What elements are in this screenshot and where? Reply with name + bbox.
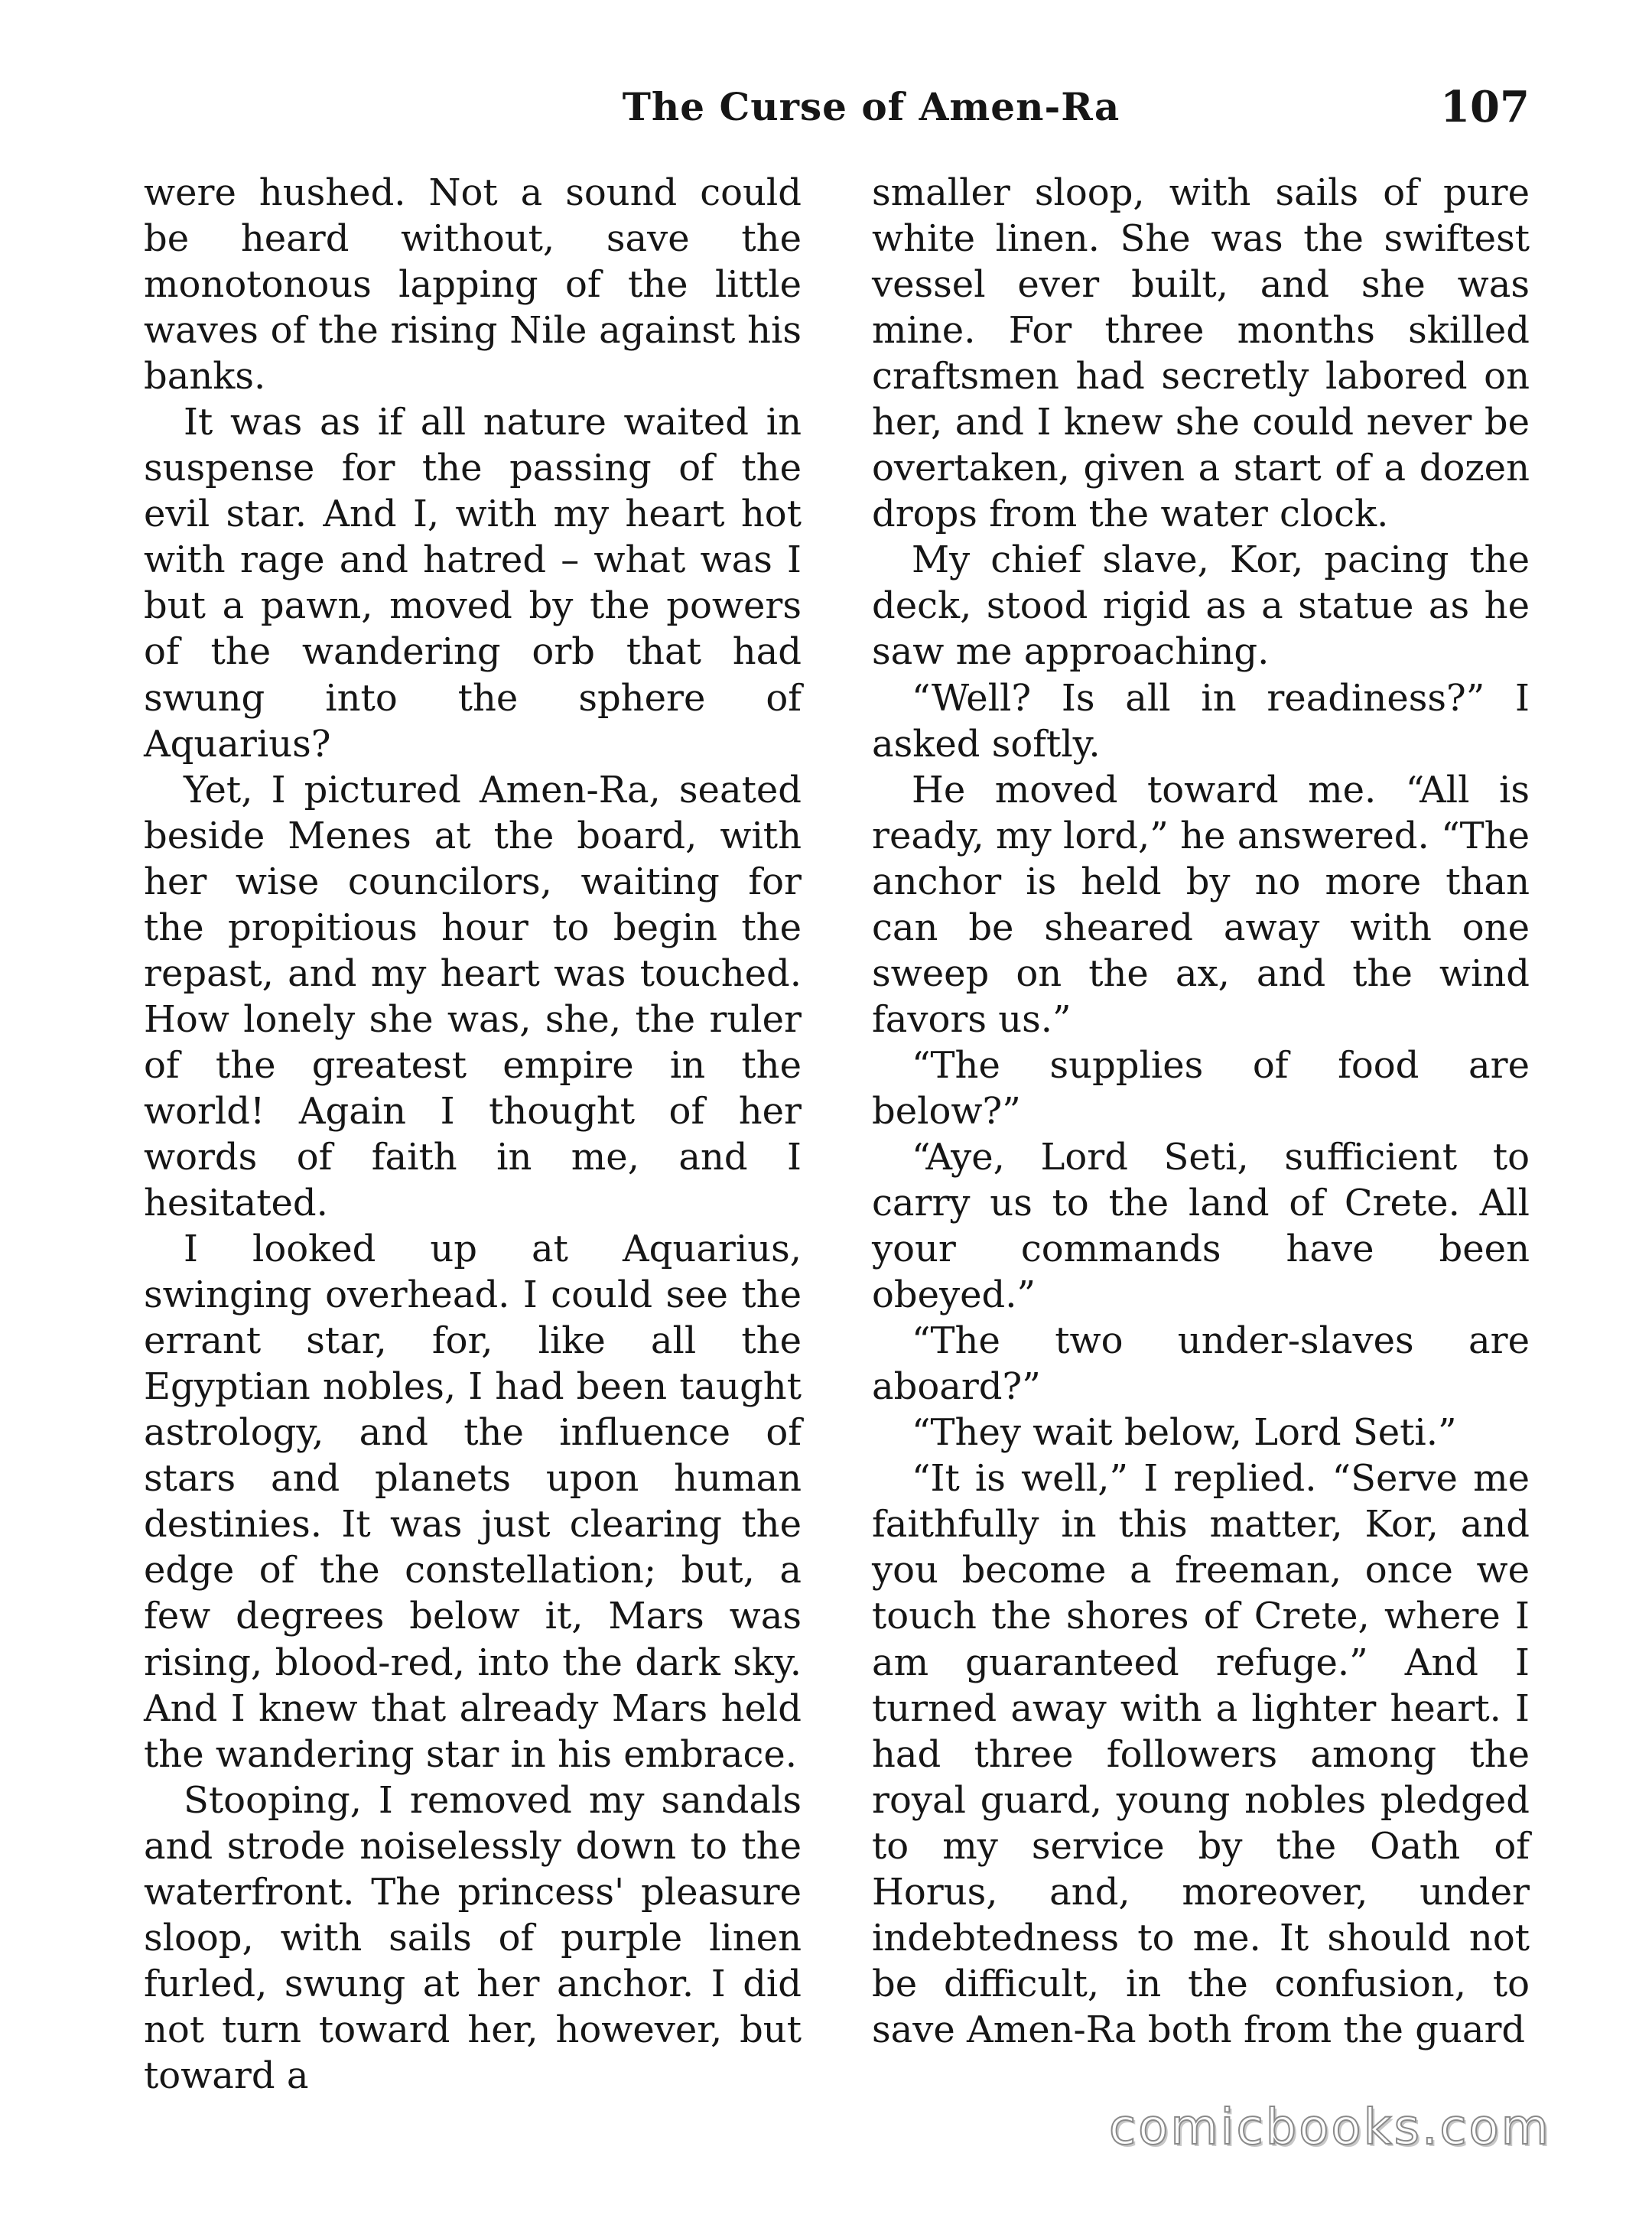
- paragraph: smaller sloop, with sails of pure white linen. She was the swiftest vessel ever built, and she was mine. For three months skilled craftsmen had secretly labored on her, and I knew she could never be overtaken, given a start of a dozen drops from the water clock.: [872, 171, 1530, 536]
- paragraph: I looked up at Aquarius, swinging overhead. I could see the errant star, for, like all the Egyptian nobles, I had been taught astrology, and the influence of stars and planets upon human destinies. It was just clearing the edge of the constellation; but, a few degrees below it, Mars was rising, blood-red, into the dark sky. And I knew that already Mars held the wandering star in his embrace.: [144, 1228, 802, 1776]
- paragraph: Stooping, I removed my sandals and strode noiselessly down to the waterfront. The princess' pleasure sloop, with sails of purple linen furled, swung at her anchor. I did not turn toward her, however, but toward a: [144, 1778, 802, 2097]
- paragraph: My chief slave, Kor, pacing the deck, stood rigid as a statue as he saw me approaching.: [872, 538, 1530, 674]
- left-column: [144, 170, 802, 2099]
- paragraph: “They wait below, Lord Seti.”: [912, 1411, 1457, 1455]
- watermark-logo: comicbooks.com: [1108, 2099, 1551, 2156]
- paragraph: He moved toward me. “All is ready, my lord,” he answered. “The anchor is held by no more than can be sheared away with one sweep on the ax, and the wind favors us.”: [872, 768, 1530, 1041]
- paragraph: “It is well,” I replied. “Serve me faithfully in this matter, Kor, and you become a freeman, once we touch the shores of Crete, where I am guaranteed refuge.” And I turned away with a lighter heart. I had three followers among the royal guard, young nobles pledged to my service by the Oath of Horus, and, moreover, under indebtedness to me. It should not be difficult, in the confusion, to save Amen-Ra both from the guard: [872, 1457, 1530, 2051]
- paragraph: “The supplies of food are below?”: [872, 1043, 1530, 1133]
- paragraph: “Well? Is all in readiness?” I asked softly.: [872, 676, 1530, 766]
- running-title: The Curse of Amen-Ra: [622, 84, 1120, 129]
- paragraph: “The two under-slaves are aboard?”: [872, 1319, 1530, 1409]
- paragraph: “Aye, Lord Seti, sufficient to carry us to the land of Crete. All your commands have been obeyed.”: [872, 1135, 1530, 1317]
- page-header: [144, 75, 1530, 139]
- paragraph: It was as if all nature waited in suspense for the passing of the evil star. And I, with my heart hot with rage and hatred – what was I but a pawn, moved by the powers of the wandering orb that had swung into the sphere of Aquarius?: [144, 401, 802, 766]
- paragraph: Yet, I pictured Amen-Ra, seated beside Menes at the board, with her wise councilors, waiting for the propitious hour to begin the repast, and my heart was touched. How lonely she was, she, the ruler of the greatest empire in the world! Again I thought of her words of faith in me, and I hesitated.: [144, 768, 802, 1225]
- right-column: [872, 170, 1530, 2053]
- page-number: 107: [1440, 82, 1530, 132]
- paragraph: were hushed. Not a sound could be heard without, save the monotonous lapping of the little waves of the rising Nile against his banks.: [144, 171, 802, 398]
